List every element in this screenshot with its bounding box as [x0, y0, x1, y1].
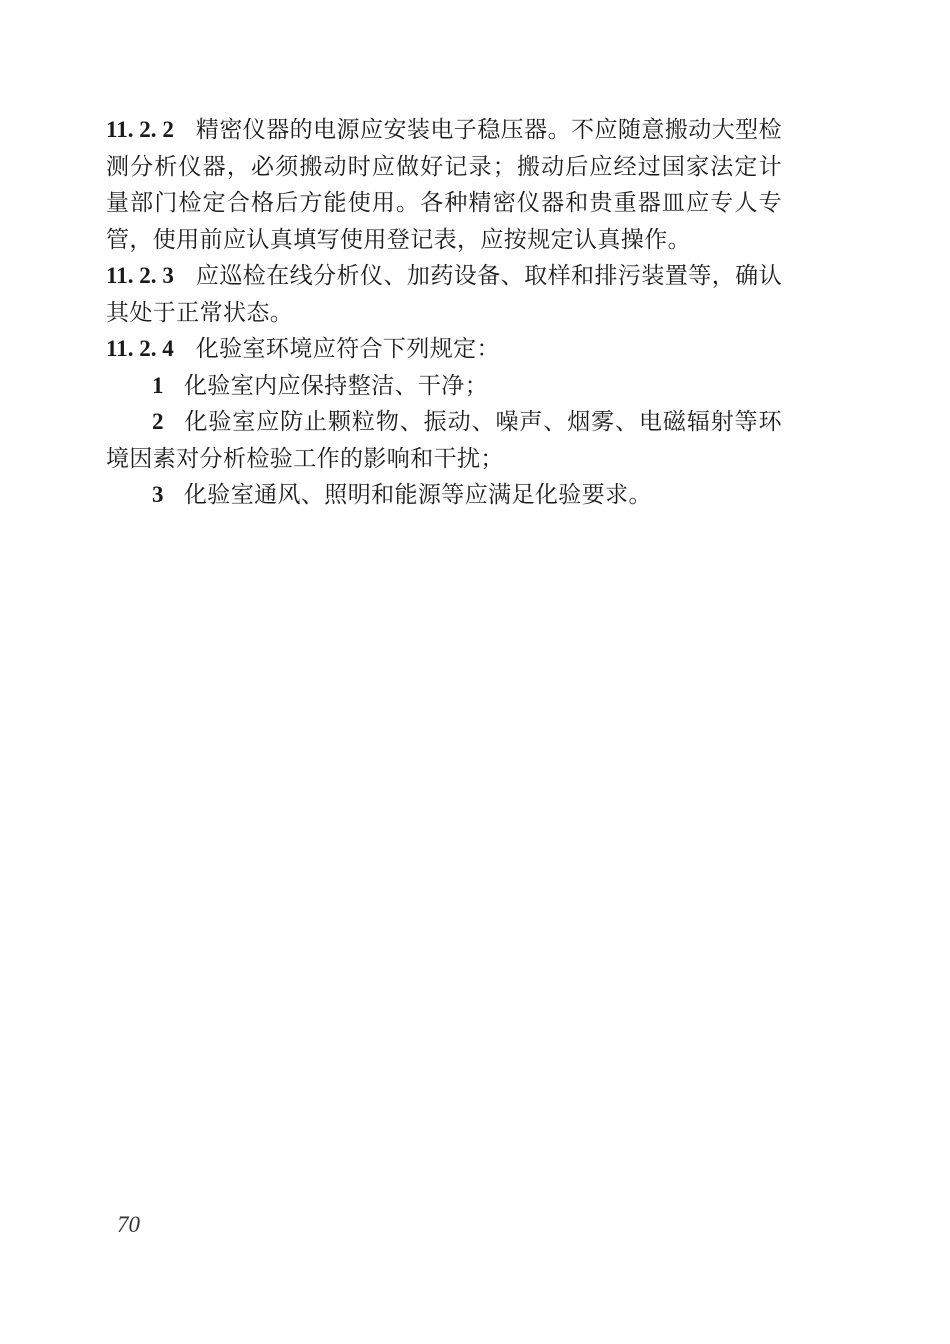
item-text: 化验室应防止颗粒物、振动、噪声、烟雾、电磁辐射等环境因素对分析检验工作的影响和干扰； — [106, 409, 782, 472]
clause-number: 11. 2. 4 — [106, 336, 174, 361]
list-item — [106, 477, 782, 514]
clause-text: 精密仪器的电源应安装电子稳压器。不应随意搬动大型检测分析仪器，必须搬动时应做好记录；搬动后应经过国家法定计量部门检定合格后方能使用。各种精密仪器和贵重器皿应专人专管，使用前应认真填写使用登记表，应按规定认真操作。 — [106, 117, 782, 253]
item-number: 3 — [152, 482, 164, 507]
page-number: 70 — [117, 1212, 140, 1237]
clause-text: 化验室环境应符合下列规定： — [195, 336, 500, 362]
item-number: 2 — [152, 409, 164, 434]
document-body — [106, 112, 782, 514]
clause-number: 11. 2. 3 — [106, 263, 174, 288]
clause-11-2-2 — [106, 112, 782, 258]
list-item — [106, 368, 782, 405]
item-text: 化验室通风、照明和能源等应满足化验要求。 — [183, 482, 652, 508]
item-text: 化验室内应保持整洁、干净； — [183, 372, 489, 399]
item-number: 1 — [152, 372, 164, 398]
clause-number: 11. 2. 2 — [106, 117, 174, 142]
clause-11-2-4 — [106, 331, 782, 368]
list-item — [106, 404, 782, 477]
clause-11-2-3 — [106, 258, 782, 331]
clause-text: 应巡检在线分析仪、加药设备、取样和排污装置等，确认其处于正常状态。 — [106, 263, 782, 326]
